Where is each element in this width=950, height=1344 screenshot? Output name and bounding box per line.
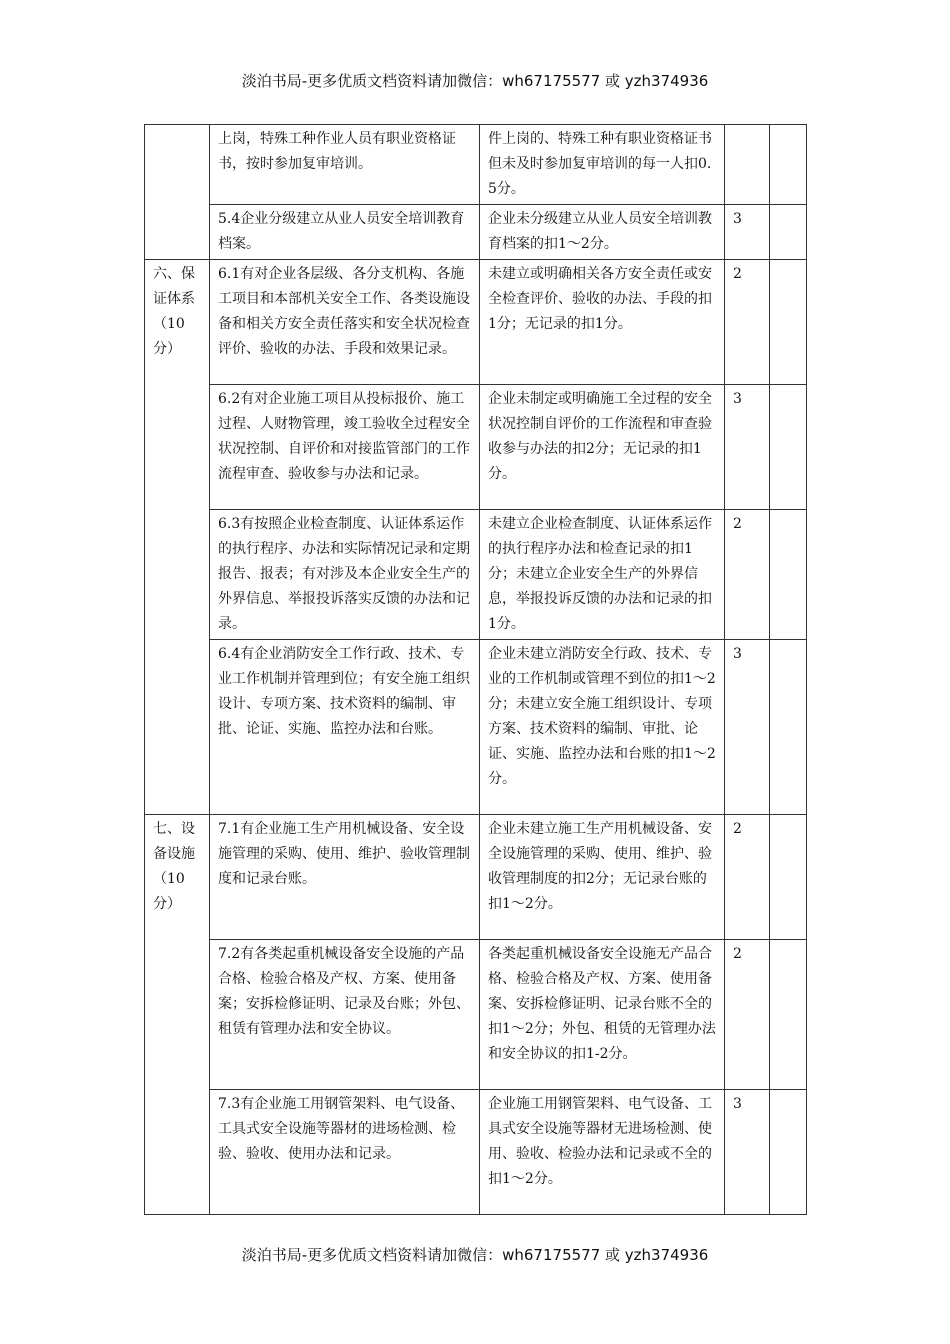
deduction-cell: 企业施工用钢管架料、电气设备、工具式安全设施等器材无进场检测、使用、验收、检验办法和记录或不全的扣1～2分。 xyxy=(480,1090,725,1215)
score-cell: 3 xyxy=(725,205,770,260)
category-cell: 六、保证体系（10分） xyxy=(145,260,210,815)
item-cell: 7.3有企业施工用钢管架料、电气设备、工具式安全设施等器材的进场检测、检验、验收、使用办法和记录。 xyxy=(210,1090,480,1215)
item-cell: 6.3有按照企业检查制度、认证体系运作的执行程序、办法和实际情况记录和定期报告、报表；有对涉及本企业安全生产的外界信息、举报投诉落实反馈的办法和记录。 xyxy=(210,510,480,640)
item-cell: 上岗，特殊工种作业人员有职业资格证书，按时参加复审培训。 xyxy=(210,125,480,205)
score-cell: 3 xyxy=(725,640,770,815)
table-row xyxy=(145,385,807,510)
item-cell: 6.4有企业消防安全工作行政、技术、专业工作机制并管理到位；有安全施工组织设计、专项方案、技术资料的编制、审批、论证、实施、监控办法和台账。 xyxy=(210,640,480,815)
result-cell xyxy=(770,260,807,385)
deduction-cell: 件上岗的、特殊工种有职业资格证书但未及时参加复审培训的每一人扣0.5分。 xyxy=(480,125,725,205)
score-cell xyxy=(725,125,770,205)
table-row xyxy=(145,640,807,815)
score-cell: 3 xyxy=(725,1090,770,1215)
table-row xyxy=(145,125,807,205)
table-row xyxy=(145,205,807,260)
item-cell: 7.2有各类起重机械设备安全设施的产品合格、检验合格及产权、方案、使用备案；安拆检修证明、记录及台账；外包、租赁有管理办法和安全协议。 xyxy=(210,940,480,1090)
footer-watermark: 淡泊书局-更多优质文档资料请加微信：wh67175577 或 yzh374936 xyxy=(241,1246,709,1264)
result-cell xyxy=(770,385,807,510)
score-cell: 2 xyxy=(725,815,770,940)
table-row xyxy=(145,1090,807,1215)
deduction-cell: 未建立企业检查制度、认证体系运作的执行程序办法和检查记录的扣1分；未建立企业安全生产的外界信息，举报投诉反馈的办法和记录的扣1分。 xyxy=(480,510,725,640)
result-cell xyxy=(770,815,807,940)
deduction-cell: 企业未分级建立从业人员安全培训教育档案的扣1～2分。 xyxy=(480,205,725,260)
item-cell: 6.1有对企业各层级、各分支机构、各施工项目和本部机关安全工作、各类设施设备和相关方安全责任落实和安全状况检查评价、验收的办法、手段和效果记录。 xyxy=(210,260,480,385)
category-cell: 七、设备设施（10分） xyxy=(145,815,210,1215)
table-row xyxy=(145,940,807,1090)
result-cell xyxy=(770,940,807,1090)
score-cell: 2 xyxy=(725,940,770,1090)
result-cell xyxy=(770,205,807,260)
result-cell xyxy=(770,125,807,205)
header-watermark: 淡泊书局-更多优质文档资料请加微信：wh67175577 或 yzh374936 xyxy=(241,72,709,90)
item-cell: 5.4企业分级建立从业人员安全培训教育档案。 xyxy=(210,205,480,260)
table-row xyxy=(145,510,807,640)
table-row xyxy=(145,815,807,940)
deduction-cell: 各类起重机械设备安全设施无产品合格、检验合格及产权、方案、使用备案、安拆检修证明、记录台账不全的扣1～2分；外包、租赁的无管理办法和安全协议的扣1-2分。 xyxy=(480,940,725,1090)
result-cell xyxy=(770,640,807,815)
result-cell xyxy=(770,1090,807,1215)
result-cell xyxy=(770,510,807,640)
item-cell: 6.2有对企业施工项目从投标报价、施工过程、人财物管理，竣工验收全过程安全状况控制、自评价和对接监管部门的工作流程审查、验收参与办法和记录。 xyxy=(210,385,480,510)
table-row xyxy=(145,260,807,385)
score-cell: 2 xyxy=(725,260,770,385)
score-cell: 3 xyxy=(725,385,770,510)
score-cell: 2 xyxy=(725,510,770,640)
deduction-cell: 企业未建立消防安全行政、技术、专业的工作机制或管理不到位的扣1～2分；未建立安全施工组织设计、专项方案、技术资料的编制、审批、论证、实施、监控办法和台账的扣1～2分。 xyxy=(480,640,725,815)
evaluation-table xyxy=(144,124,807,1215)
deduction-cell: 企业未建立施工生产用机械设备、安全设施管理的采购、使用、维护、验收管理制度的扣2分；无记录台账的扣1～2分。 xyxy=(480,815,725,940)
deduction-cell: 企业未制定或明确施工全过程的安全状况控制自评价的工作流程和审查验收参与办法的扣2分；无记录的扣1分。 xyxy=(480,385,725,510)
item-cell: 7.1有企业施工生产用机械设备、安全设施管理的采购、使用、维护、验收管理制度和记录台账。 xyxy=(210,815,480,940)
category-cell xyxy=(145,125,210,260)
deduction-cell: 未建立或明确相关各方安全责任或安全检查评价、验收的办法、手段的扣1分；无记录的扣1分。 xyxy=(480,260,725,385)
